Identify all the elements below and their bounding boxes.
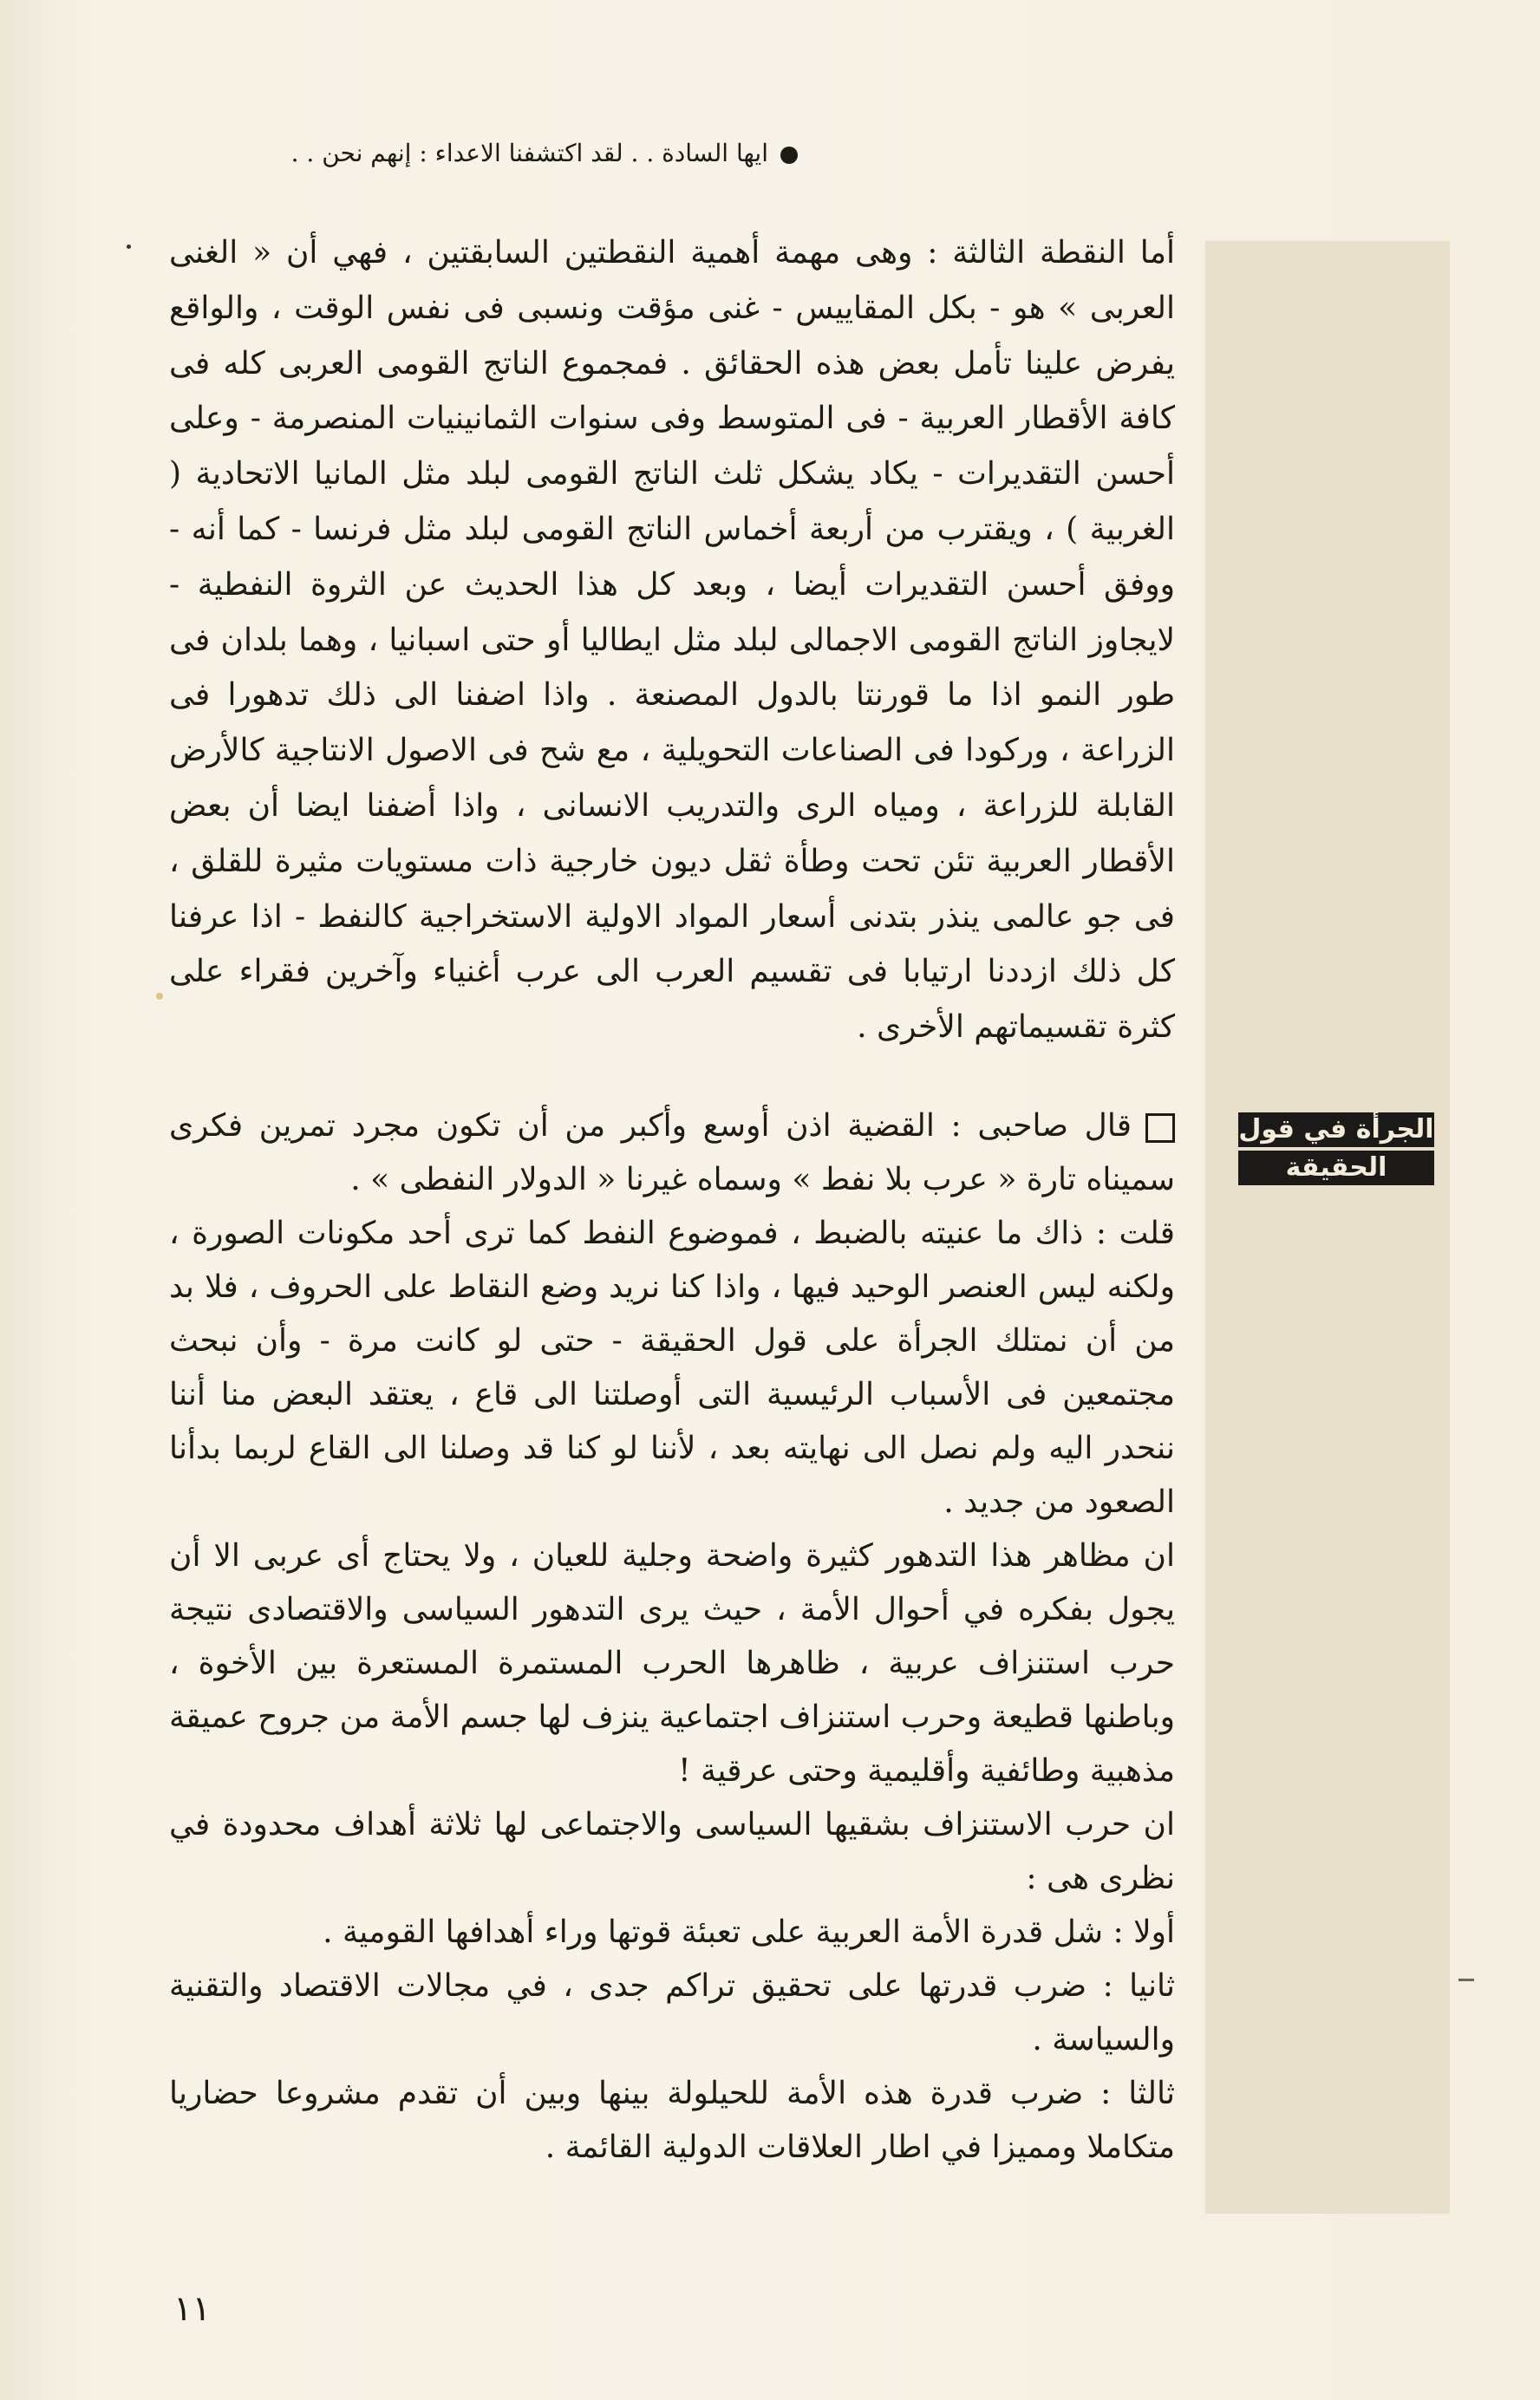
dialogue-paragraph-1 [169, 1099, 1175, 1207]
page-number: ١١ [173, 2289, 211, 2329]
paragraph-third-point: أما النقطة الثالثة : وهى مهمة أهمية النقطتين السابقتين ، فهي أن « الغنى العربى » هو - بكل المقاييس - غنى مؤقت ونسبى فى نفس الوقت ، والواقع يفرض علينا تأمل بعض هذه الحقائق . فمجموع الناتج القومى العربى كله فى كافة الأقطار العربية - فى المتوسط وفى سنوات الثمانينيات المنصرمة - وعلى أحسن التقديرات - يكاد يشكل ثلث الناتج القومى لبلد مثل المانيا الاتحادية ( الغربية ) ، ويقترب من أربعة أخماس الناتج القومى لبلد مثل فرنسا - كما أنه - ووفق أحسن التقديرات أيضا ، وبعد كل هذا الحديث عن الثروة النفطية - لايجاوز الناتج القومى الاجمالى لبلد مثل ايطاليا أو حتى اسبانيا ، وهما بلدان فى طور النمو اذا ما قورنتا بالدول المصنعة . واذا اضفنا الى ذلك تدهورا فى الزراعة ، وركودا فى الصناعات التحويلية ، مع شح فى الاصول الانتاجية كالأرض القابلة للزراعة ، ومياه الرى والتدريب الانسانى ، واذا أضفنا ايضا أن بعض الأقطار العربية تئن تحت وطأة ثقل ديون خارجية ذات مستويات مثيرة للقلق ، فى جو عالمى ينذر بتدنى أسعار المواد الاولية الاستخراجية كالنفط - اذا عرفنا كل ذلك ازددنا ارتيابا فى تقسيم العرب الى عرب أغنياء وآخرين فقراء على كثرة تقسيماتهم الأخرى . [169, 235, 1175, 1046]
sidebar-heading-line2: الحقيقة [1238, 1151, 1434, 1185]
list-item-third: ثالثا : ضرب قدرة هذه الأمة للحيلولة بينها وبين أن تقدم مشروعا حضاريا متكاملا ومميزا في اطار العلاقات الدولية القائمة . [169, 2076, 1175, 2165]
running-header-text: ايها السادة . . لقد اكتشفنا الاعداء : إنهم نحن . . [290, 139, 768, 167]
bullet-icon [780, 147, 798, 164]
page-stain [156, 993, 163, 1000]
list-item-first: أولا : شل قدرة الأمة العربية على تعبئة قوتها وراء أهدافها القومية . [323, 1914, 1175, 1950]
dialogue-paragraph-4: ان حرب الاستنزاف بشقيها السياسى والاجتماعى لها ثلاثة أهداف محدودة في نظرى هى : [169, 1807, 1175, 1896]
dialogue-text-1: قال صاحبى : القضية اذن أوسع وأكبر من أن تكون مجرد تمرين فكرى سميناه تارة « عرب بلا نفط » وسماه غيرنا « الدولار النفطى » . [169, 1108, 1175, 1197]
section-two [169, 1099, 1175, 2175]
dialogue-paragraph-2: قلت : ذاك ما عنيته بالضبط ، فموضوع النفط كما ترى أحد مكونات الصورة ، ولكنه ليس العنصر الوحيد فيها ، واذا كنا نريد وضع النقاط على الحروف ، فلا بد من أن نمتلك الجرأة على قول الحقيقة - حتى لو كانت مرة - وأن نبحث مجتمعين فى الأسباب الرئيسية التى أوصلتنا الى قاع ، يعتقد البعض منا أننا ننحدر اليه ولم نصل الى نهايته بعد ، لأننا لو كنا قد وصلنا الى القاع لربما بدأنا الصعود من جديد . [169, 1216, 1175, 1520]
running-header [182, 134, 798, 173]
dialogue-paragraph-3: ان مظاهر هذا التدهور كثيرة واضحة وجلية للعيان ، ولا يحتاج أى عربى الا أن يجول بفكره في أحوال الأمة ، حيث يرى التدهور السياسى والاقتصادى نتيجة حرب استنزاف عربية ، ظاهرها الحرب المستمرة المستعرة بين الأخوة ، وباطنها قطيعة وحرب استنزاف اجتماعية ينزف لها جسم الأمة من جروح عميقة مذهبية وطائفية وأقليمية وحتى عرقية ! [169, 1538, 1176, 1789]
checkbox-icon [1145, 1113, 1175, 1143]
page-mark [127, 245, 131, 249]
sidebar-heading-line1: الجرأة في قول [1238, 1112, 1434, 1147]
list-item-second: ثانيا : ضرب قدرتها على تحقيق تراكم جدى ، في مجالات الاقتصاد والتقنية والسياسة . [169, 1968, 1175, 2058]
section-one [169, 225, 1175, 1055]
sidebar-heading [1238, 1112, 1434, 1189]
margin-sidebar [1205, 241, 1450, 2214]
edge-mark [1458, 1979, 1474, 1981]
